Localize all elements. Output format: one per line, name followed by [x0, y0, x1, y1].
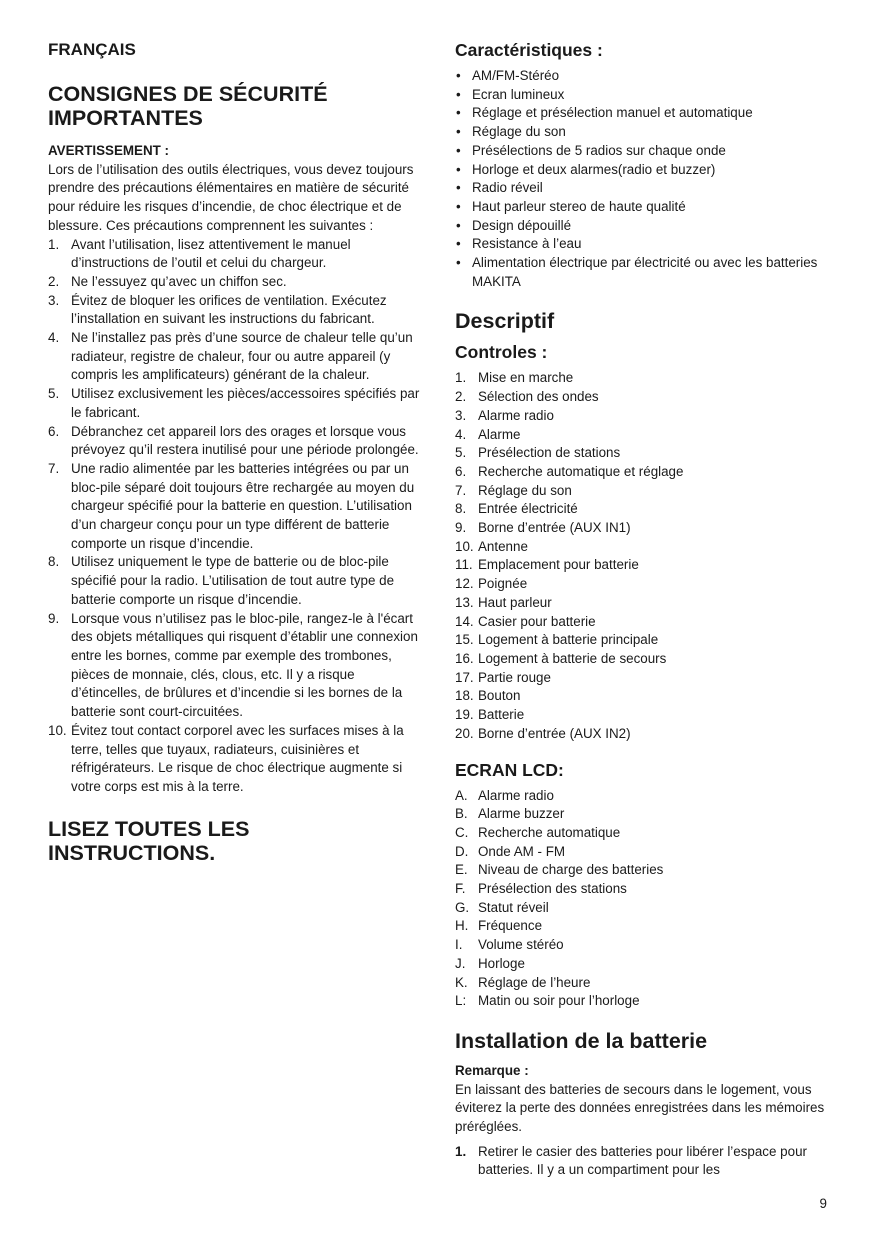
bullet-icon: • — [456, 124, 461, 140]
control-item-text: Casier pour batterie — [478, 613, 596, 629]
control-item-number: 19. — [455, 707, 474, 723]
safety-item-text: Ne l’essuyez qu’avec un chiffon sec. — [71, 273, 287, 289]
control-item-text: Réglage du son — [478, 482, 572, 498]
feature-item — [455, 67, 830, 86]
feature-item — [455, 161, 830, 180]
bullet-icon: • — [456, 236, 461, 252]
read-all-heading: LISEZ TOUTES LES INSTRUCTIONS. — [48, 816, 250, 865]
lcd-item-number: E. — [455, 862, 468, 878]
bullet-icon: • — [456, 68, 461, 83]
control-item — [455, 388, 830, 407]
lcd-item-number: H. — [455, 918, 469, 934]
features-list — [455, 67, 830, 291]
lcd-item-number: J. — [455, 955, 466, 971]
lcd-item-text: Réglage de l’heure — [478, 974, 591, 990]
lcd-item-text: Volume stéréo — [478, 937, 564, 953]
control-item-text: Présélection de stations — [478, 445, 621, 461]
control-item — [455, 538, 830, 557]
safety-item-text: Ne l’installez pas près d’une source de chaleur telle qu’un radiateur, registre de chaleur, four ou autre appareil (y compris les amplificateurs) générant de la chaleur. — [71, 330, 413, 383]
feature-text: Présélections de 5 radios sur chaque onde — [472, 142, 726, 158]
features-title: Caractéristiques : — [455, 40, 603, 60]
safety-item — [48, 292, 420, 329]
battery-step-text: Retirer le casier des batteries pour libérer l’espace pour batteries. Il y a un compartiment pour les — [478, 1143, 807, 1178]
control-item-number: 16. — [455, 650, 474, 666]
lcd-item — [455, 899, 830, 918]
safety-item-text: Lorsque vous n’utilisez pas le bloc-pile, rangez-le à l'écart des objets métalliques qui risquent d’établir une connexion entre les bornes, comme par exemple des trombones, pièces de monnaie, clés, clous, etc. Il y a risque d’étincelles, de brûlures et d’incendie si les bornes de la batterie sont court-circuitées. — [71, 610, 418, 720]
control-item — [455, 444, 830, 463]
lcd-item — [455, 787, 830, 806]
control-item — [455, 463, 830, 482]
right-column — [455, 40, 830, 1180]
safety-item-text: Utilisez uniquement le type de batterie ou de bloc-pile spécifié pour la radio. L’utilisation de tout autre type de batterie comporte un risque d’incendie. — [71, 554, 395, 607]
lcd-item — [455, 974, 830, 993]
control-item-number: 3. — [455, 407, 467, 423]
control-item-number: 9. — [455, 520, 467, 536]
lcd-item-number: A. — [455, 787, 468, 803]
control-item-text: Haut parleur — [478, 594, 552, 610]
control-item-text: Emplacement pour batterie — [478, 557, 639, 573]
note-text: En laissant des batteries de secours dans le logement, vous éviterez la perte des données enregistrées dans les mémoires préréglées. — [455, 1081, 825, 1135]
battery-step-number: 1. — [455, 1143, 467, 1159]
safety-item — [48, 329, 420, 385]
control-item-text: Logement à batterie principale — [478, 632, 659, 648]
control-item-text: Partie rouge — [478, 669, 551, 685]
lcd-item-text: Matin ou soir pour l’horloge — [478, 993, 640, 1009]
lcd-item — [455, 880, 830, 899]
safety-item-text: Une radio alimentée par les batteries intégrées ou par un bloc-pile séparé doit toujours être rechargée au moyen du chargeur spécifié pour la batterie en question. L’utilisation d’un chargeur conçu pour un type différent de batterie comporte un risque d’incendie. — [71, 460, 415, 551]
lcd-list — [455, 787, 830, 1011]
control-item-text: Bouton — [478, 688, 521, 704]
bullet-icon: • — [456, 86, 461, 102]
page-number: 9 — [819, 1196, 827, 1211]
safety-item — [48, 460, 420, 554]
control-item-text: Entrée électricité — [478, 501, 578, 517]
feature-text: Horloge et deux alarmes(radio et buzzer) — [472, 161, 716, 177]
control-item-text: Alarme radio — [478, 407, 554, 423]
control-item-text: Logement à batterie de secours — [478, 650, 667, 666]
control-item-text: Batterie — [478, 707, 525, 723]
lcd-item — [455, 861, 830, 880]
bullet-icon: • — [456, 161, 461, 177]
safety-item-number: 10. — [48, 722, 67, 738]
control-item-number: 20. — [455, 725, 474, 741]
feature-item — [455, 142, 830, 161]
feature-text: Resistance à l’eau — [472, 236, 582, 252]
control-item-text: Borne d’entrée (AUX IN2) — [478, 725, 631, 741]
control-item-number: 10. — [455, 538, 474, 554]
control-item-text: Mise en marche — [478, 370, 574, 386]
safety-item-number: 6. — [48, 423, 60, 439]
lcd-item — [455, 936, 830, 955]
controls-title: Controles : — [455, 342, 548, 363]
control-item — [455, 594, 830, 613]
lcd-item — [455, 992, 830, 1011]
left-column — [48, 40, 420, 877]
lcd-item — [455, 824, 830, 843]
control-item — [455, 426, 830, 445]
control-item — [455, 500, 830, 519]
control-item-number: 13. — [455, 594, 474, 610]
safety-title: CONSIGNES DE SÉCURITÉ IMPORTANTES — [48, 82, 328, 130]
control-item — [455, 687, 830, 706]
safety-item-text: Évitez de bloquer les orifices de ventilation. Exécutez l’installation en suivant les instructions du fabricant. — [71, 292, 387, 327]
control-item — [455, 407, 830, 426]
control-item-number: 4. — [455, 426, 467, 442]
feature-text: Design dépouillé — [472, 217, 572, 233]
feature-item — [455, 86, 830, 105]
feature-item — [455, 217, 830, 236]
control-item-number: 2. — [455, 389, 467, 405]
lcd-item — [455, 805, 830, 824]
lcd-item-text: Recherche automatique — [478, 824, 621, 840]
control-item — [455, 706, 830, 725]
safety-item — [48, 553, 420, 609]
safety-item — [48, 273, 420, 292]
lcd-item-number: G. — [455, 899, 470, 915]
control-item-number: 12. — [455, 576, 474, 592]
safety-item-text: Utilisez exclusivement les pièces/accessoires spécifiés par le fabricant. — [71, 386, 420, 420]
control-item-number: 17. — [455, 669, 474, 685]
lcd-item — [455, 917, 830, 936]
lcd-item-text: Horloge — [478, 955, 525, 971]
feature-item — [455, 198, 830, 217]
control-item-text: Sélection des ondes — [478, 389, 599, 405]
lcd-item-number: F. — [455, 881, 466, 897]
bullet-icon: • — [456, 105, 461, 121]
safety-item-number: 3. — [48, 292, 60, 308]
safety-list — [48, 236, 420, 797]
note-label: Remarque : — [455, 1062, 529, 1078]
control-item-number: 5. — [455, 445, 467, 461]
control-item-text: Antenne — [478, 538, 528, 554]
feature-item — [455, 104, 830, 123]
lcd-item-number: K. — [455, 974, 468, 990]
lcd-item-number: D. — [455, 843, 469, 859]
control-item — [455, 556, 830, 575]
control-item-text: Poignée — [478, 576, 528, 592]
lcd-item-text: Statut réveil — [478, 899, 549, 915]
feature-text: Radio réveil — [472, 180, 543, 196]
safety-item — [48, 722, 420, 797]
bullet-icon: • — [456, 142, 461, 158]
safety-item-number: 9. — [48, 610, 60, 626]
safety-item-number: 2. — [48, 273, 60, 289]
safety-intro: Lors de l’utilisation des outils électriques, vous devez toujours prendre des précautions élémentaires en matière de sécurité pour réduire les risques d’incendie, de choc électrique et de blessure. Ces précautions comprennent les suivantes : — [48, 161, 414, 233]
feature-text: Alimentation électrique par électricité ou avec les batteries MAKITA — [472, 255, 818, 289]
warning-label: AVERTISSEMENT : — [48, 143, 170, 158]
feature-text: AM/FM-Stéréo — [472, 68, 560, 83]
feature-text: Réglage du son — [472, 124, 566, 140]
lcd-item-number: I. — [455, 937, 463, 953]
control-item-number: 7. — [455, 482, 467, 498]
control-item-number: 6. — [455, 463, 467, 479]
safety-item — [48, 385, 420, 422]
bullet-icon: • — [456, 198, 461, 214]
safety-item-number: 4. — [48, 330, 60, 346]
lcd-item-number: B. — [455, 806, 468, 822]
safety-item-text: Avant l’utilisation, lisez attentivement le manuel d’instructions de l’outil et celui du chargeur. — [71, 236, 351, 271]
control-item-number: 1. — [455, 370, 467, 386]
control-item-text: Recherche automatique et réglage — [478, 463, 684, 479]
control-item-number: 11. — [455, 557, 473, 573]
safety-item — [48, 236, 420, 273]
description-title: Descriptif — [455, 309, 555, 334]
control-item-text: Alarme — [478, 426, 521, 442]
feature-item — [455, 179, 830, 198]
control-item-number: 18. — [455, 688, 474, 704]
lcd-item-text: Niveau de charge des batteries — [478, 862, 664, 878]
control-item-number: 15. — [455, 632, 474, 648]
control-item — [455, 369, 830, 388]
safety-item — [48, 610, 420, 722]
lcd-item-text: Présélection des stations — [478, 881, 627, 897]
battery-step — [455, 1143, 830, 1180]
feature-item — [455, 235, 830, 254]
feature-item — [455, 254, 830, 291]
lcd-item-number: C. — [455, 824, 469, 840]
feature-text: Haut parleur stereo de haute qualité — [472, 198, 686, 214]
battery-steps — [455, 1143, 830, 1180]
control-item — [455, 519, 830, 538]
safety-item-text: Évitez tout contact corporel avec les surfaces mises à la terre, telles que tuyaux, radiateurs, cuisinières et réfrigérateurs. Le risque de choc électrique augmente si votre corps est mis à la terre. — [71, 722, 404, 794]
control-item-number: 14. — [455, 613, 474, 629]
lcd-item-text: Fréquence — [478, 918, 543, 934]
lcd-title: ECRAN LCD: — [455, 759, 564, 780]
safety-item — [48, 423, 420, 460]
language-heading: FRANÇAIS — [48, 40, 136, 59]
lcd-item-text: Onde AM - FM — [478, 843, 566, 859]
safety-item-number: 7. — [48, 460, 60, 476]
bullet-icon: • — [456, 180, 461, 196]
control-item — [455, 613, 830, 632]
feature-text: Réglage et présélection manuel et automatique — [472, 105, 753, 121]
safety-item-text: Débranchez cet appareil lors des orages et lorsque vous prévoyez qu’il restera inutilisé pour une période prolongée. — [71, 423, 419, 458]
safety-item-number: 5. — [48, 386, 60, 402]
lcd-item — [455, 843, 830, 862]
control-item — [455, 575, 830, 594]
safety-item-number: 1. — [48, 236, 60, 252]
feature-text: Ecran lumineux — [472, 86, 565, 102]
lcd-item-number: L: — [455, 993, 467, 1009]
controls-list — [455, 369, 830, 743]
control-item — [455, 669, 830, 688]
lcd-item-text: Alarme buzzer — [478, 806, 565, 822]
safety-item-number: 8. — [48, 554, 60, 570]
lcd-item — [455, 955, 830, 974]
bullet-icon: • — [456, 255, 461, 271]
feature-item — [455, 123, 830, 142]
control-item-text: Borne d’entrée (AUX IN1) — [478, 520, 631, 536]
battery-title: Installation de la batterie — [455, 1028, 708, 1053]
control-item — [455, 650, 830, 669]
bullet-icon: • — [456, 217, 461, 233]
control-item — [455, 725, 830, 744]
control-item — [455, 631, 830, 650]
lcd-item-text: Alarme radio — [478, 787, 554, 803]
control-item — [455, 482, 830, 501]
control-item-number: 8. — [455, 501, 467, 517]
